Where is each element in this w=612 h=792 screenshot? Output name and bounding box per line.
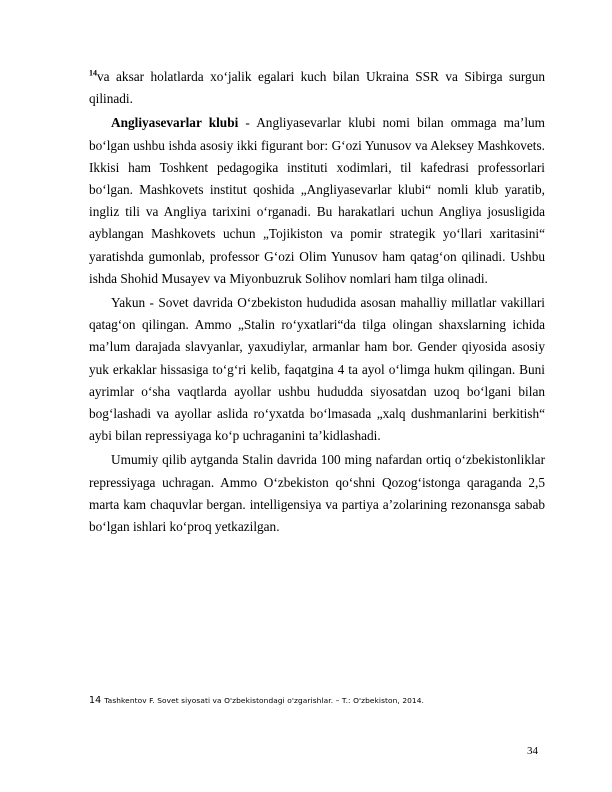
- paragraph-1: [89, 66, 545, 110]
- body-text: [89, 66, 545, 538]
- footnote-number: 14: [89, 695, 102, 706]
- paragraph-4: [89, 449, 545, 538]
- paragraph-1-text: va aksar holatlarda xoʻjalik egalari kuch bilan Ukraina SSR va Sibirga surgun qilinadi.: [89, 69, 545, 107]
- footnote: [89, 695, 549, 706]
- paragraph-2-text: - Angliyasevarlar klubi nomi bilan ommaga maʼlum boʻlgan ushbu ishda asosiy ikki figurant bor: Gʻozi Yunusov va Aleksey Mashkovets. Ikkisi ham Toshkent pedagogika instituti xodimlari, til kafedrasi professorlari boʻlgan. Mashkovets institut qoshida „Angliyasevarlar klubi“ nomli klub yaratib, ingliz tili va Angliya tarixini oʻrganadi. Bu harakatlari uchun Angliya josusligida ayblangan Mashkovets uchun „Tojikiston va pomir strategik yoʻllari xaritasini“ yaratishda gumonlab, professor Gʻozi Olim Yunusov ham qatagʻon qilinadi. Ushbu ishda Shohid Musayev va Miyonbuzruk Solihov nomlari ham tilga olinadi.: [89, 115, 546, 286]
- page-number: 34: [527, 745, 538, 757]
- term-heading: Angliyasevarlar klubi: [111, 115, 239, 131]
- paragraph-2: [89, 112, 545, 290]
- footnote-text: Tashkentov F. Sovet siyosati va O'zbekistondagi o'zgarishlar. – T.: O'zbekiston, 2014.: [104, 696, 424, 705]
- paragraph-3-text: Yakun - Sovet davrida Oʻzbekiston hududida asosan mahalliy millatlar vakillari qatagʻon qilingan. Ammo „Stalin roʻyxatlari“da tilga olingan shaxslarning ichida maʼlum darajada slavyanlar, yaxudiylar, armanlar ham bor. Gender qiyosida asosiy yuk erkaklar hissasiga toʻgʻri kelib, faqatgina 4 ta ayol oʻlimga hukm qilingan. Buni ayrimlar oʻsha vaqtlarda ayollar ushbu hududda siyosatdan uzoq boʻlgani bilan bogʻlashadi va ayollar aslida roʻyxatda boʻlmasada „xalq dushmanlarini berkitish“ aybi bilan repressiyaga koʻp uchraganini taʼkidlashadi.: [89, 295, 545, 444]
- paragraph-3: [89, 292, 545, 447]
- paragraph-4-text: Umumiy qilib aytganda Stalin davrida 100 ming nafardan ortiq oʻzbekistonliklar repressiyaga uchragan. Ammo Oʻzbekiston qoʻshni Qozogʻistonga qaraganda 2,5 marta kam chaquvlar bergan. intelligensiya va partiya aʼzolarining rezonansga sabab boʻlgan ishlari koʻproq yetkazilgan.: [89, 452, 545, 535]
- footnote-reference[interactable]: 14: [89, 68, 97, 78]
